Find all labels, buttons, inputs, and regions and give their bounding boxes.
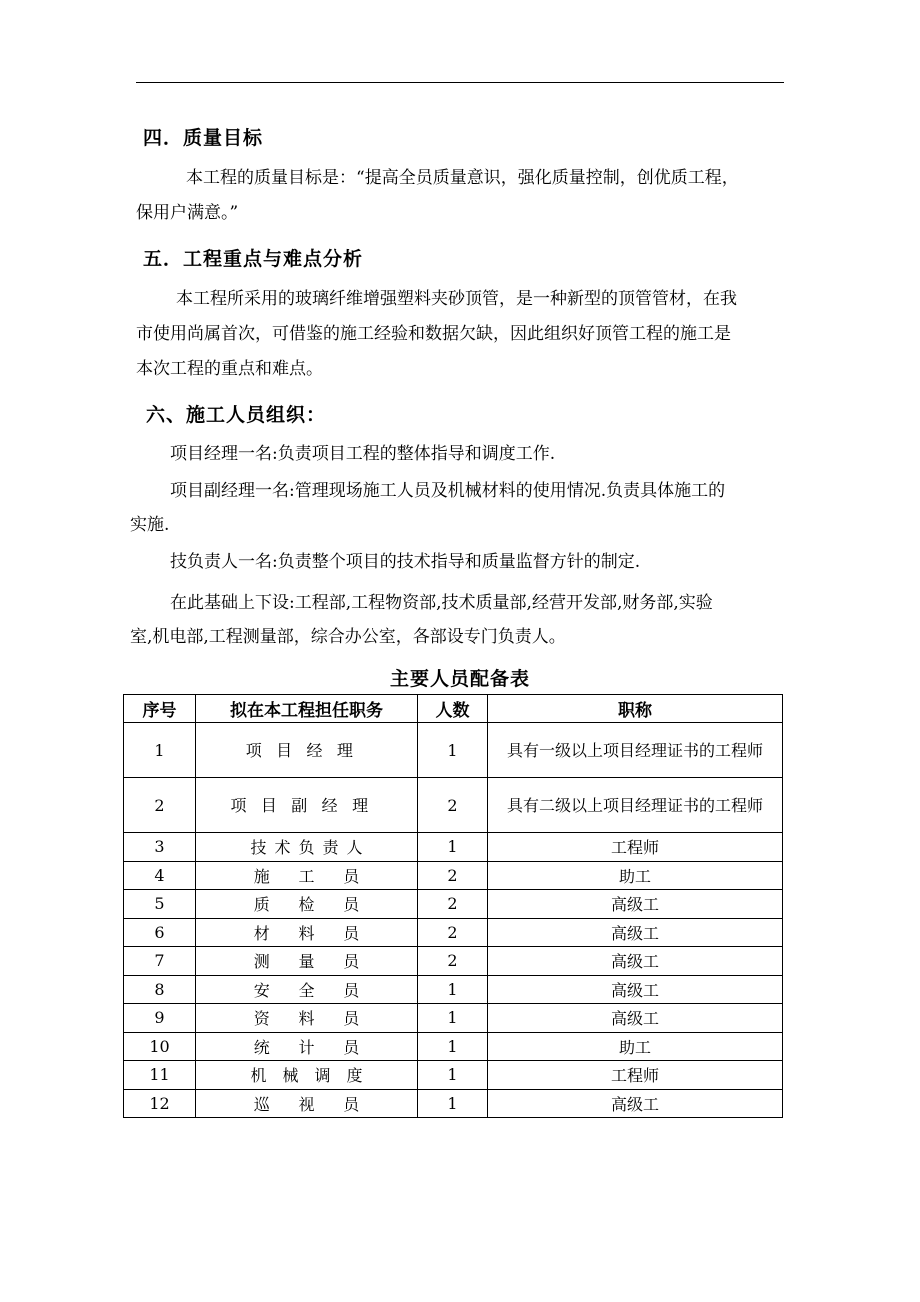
section-6-heading: 六、施工人员组织： — [146, 404, 327, 426]
cell-seq: 8 — [124, 975, 196, 1004]
table-row — [124, 918, 783, 947]
section-6-paragraph-2-line-1: 项目副经理一名:管理现场施工人员及机械材料的使用情况.负责具体施工的 — [170, 481, 726, 501]
cell-seq: 10 — [124, 1032, 196, 1061]
cell-seq: 7 — [124, 947, 196, 976]
section-6-paragraph-2-line-2: 实施. — [130, 515, 170, 535]
cell-qualification: 高级工 — [488, 890, 783, 919]
section-5-heading: 五．工程重点与难点分析 — [143, 248, 364, 270]
cell-count: 1 — [418, 833, 488, 862]
table-title: 主要人员配备表 — [389, 668, 530, 690]
cell-seq: 12 — [124, 1089, 196, 1118]
cell-seq: 6 — [124, 918, 196, 947]
cell-count: 2 — [418, 861, 488, 890]
section-5-text-line-1: 本工程所采用的玻璃纤维增强塑料夹砂顶管，是一种新型的顶管管材，在我 — [176, 289, 737, 309]
cell-seq: 2 — [124, 778, 196, 833]
cell-position: 施工员 — [196, 861, 418, 890]
cell-count: 1 — [418, 1089, 488, 1118]
table-row — [124, 890, 783, 919]
cell-count: 1 — [418, 1032, 488, 1061]
cell-seq: 9 — [124, 1004, 196, 1033]
table-row — [124, 1004, 783, 1033]
cell-position: 安全员 — [196, 975, 418, 1004]
cell-count: 1 — [418, 1004, 488, 1033]
cell-position: 材料员 — [196, 918, 418, 947]
cell-position: 统计员 — [196, 1032, 418, 1061]
cell-seq: 4 — [124, 861, 196, 890]
cell-position: 资料员 — [196, 1004, 418, 1033]
staff-table — [123, 694, 783, 1118]
table-row — [124, 778, 783, 833]
table-row — [124, 1032, 783, 1061]
cell-qualification: 高级工 — [488, 918, 783, 947]
cell-count: 2 — [418, 947, 488, 976]
table-row — [124, 975, 783, 1004]
table-row — [124, 861, 783, 890]
table-row — [124, 1089, 783, 1118]
table-row — [124, 947, 783, 976]
cell-seq: 11 — [124, 1061, 196, 1090]
cell-count: 2 — [418, 890, 488, 919]
section-4-heading: 四．质量目标 — [143, 127, 264, 149]
cell-count: 1 — [418, 975, 488, 1004]
table-row — [124, 723, 783, 778]
table-row — [124, 1061, 783, 1090]
cell-seq: 5 — [124, 890, 196, 919]
cell-qualification: 工程师 — [488, 833, 783, 862]
header-count: 人数 — [418, 695, 488, 723]
section-6-paragraph-4-line-2: 室,机电部,工程测量部，综合办公室，各部设专门负责人。 — [130, 627, 566, 647]
section-6-paragraph-1: 项目经理一名:负责项目工程的整体指导和调度工作. — [170, 444, 556, 464]
section-5-text-line-2: 市使用尚属首次，可借鉴的施工经验和数据欠缺，因此组织好顶管工程的施工是 — [136, 324, 731, 344]
header-qualification: 职称 — [488, 695, 783, 723]
header-seq: 序号 — [124, 695, 196, 723]
cell-qualification: 助工 — [488, 861, 783, 890]
cell-qualification: 工程师 — [488, 1061, 783, 1090]
cell-count: 2 — [418, 778, 488, 833]
cell-position: 项目经理 — [196, 723, 418, 778]
header-rule — [136, 82, 784, 83]
cell-qualification: 具有二级以上项目经理证书的工程师 — [488, 778, 783, 833]
section-5-text-line-3: 本次工程的重点和难点。 — [136, 359, 323, 379]
header-position: 拟在本工程担任职务 — [196, 695, 418, 723]
cell-count: 2 — [418, 918, 488, 947]
section-4-text-line-1: 本工程的质量目标是：“提高全员质量意识，强化质量控制，创优质工程， — [186, 168, 739, 188]
cell-qualification: 高级工 — [488, 975, 783, 1004]
cell-qualification: 高级工 — [488, 1004, 783, 1033]
cell-count: 1 — [418, 723, 488, 778]
cell-qualification: 高级工 — [488, 1089, 783, 1118]
cell-position: 技术负责人 — [196, 833, 418, 862]
table-row — [124, 833, 783, 862]
cell-position: 机械调度 — [196, 1061, 418, 1090]
cell-qualification: 高级工 — [488, 947, 783, 976]
cell-position: 巡视员 — [196, 1089, 418, 1118]
cell-count: 1 — [418, 1061, 488, 1090]
cell-position: 质检员 — [196, 890, 418, 919]
cell-position: 测量员 — [196, 947, 418, 976]
table-header-row — [124, 695, 783, 723]
section-6-paragraph-3: 技负责人一名:负责整个项目的技术指导和质量监督方针的制定. — [170, 552, 641, 572]
cell-seq: 3 — [124, 833, 196, 862]
cell-qualification: 助工 — [488, 1032, 783, 1061]
cell-seq: 1 — [124, 723, 196, 778]
cell-qualification: 具有一级以上项目经理证书的工程师 — [488, 723, 783, 778]
section-4-text-line-2: 保用户满意。” — [136, 203, 239, 223]
cell-position: 项目副经理 — [196, 778, 418, 833]
section-6-paragraph-4-line-1: 在此基础上下设:工程部,工程物资部,技术质量部,经营开发部,财务部,实验 — [170, 593, 713, 613]
